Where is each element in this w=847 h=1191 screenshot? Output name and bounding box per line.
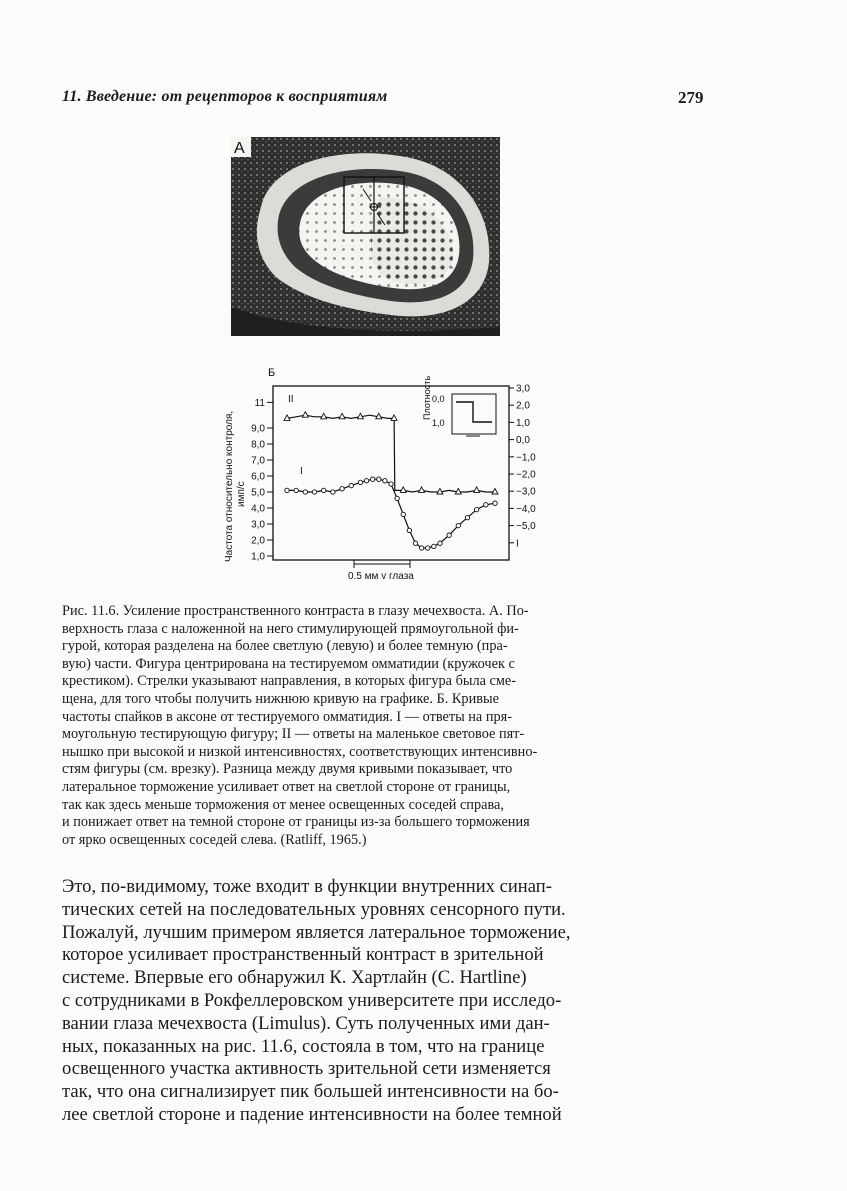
y-tick-label: 9,0	[251, 423, 265, 435]
data-point-circle	[493, 501, 497, 505]
data-point-circle	[465, 515, 469, 519]
series-I-line	[285, 477, 497, 550]
right-tick-label: −5,0	[516, 521, 536, 533]
inset-density	[422, 376, 496, 436]
series-II-path	[287, 415, 495, 492]
x-axis-label: 0.5 мм v глаза	[348, 571, 414, 582]
panel-b-label: Б	[268, 367, 276, 379]
figure-panel-b	[220, 362, 560, 592]
data-point-circle	[377, 477, 381, 481]
body-line: так, что она сигнализирует пик большей интенсивности на бо-	[62, 1081, 559, 1103]
caption-line: вую) части. Фигура центрирована на тестируемом омматидии (кружочек с	[62, 655, 515, 672]
caption-line: и понижает ответ на темной стороне от границы из-за большего торможения	[62, 814, 530, 831]
right-y-ticks	[509, 384, 536, 550]
body-line: тических сетей на последовательных уровнях сенсорного пути.	[62, 898, 566, 920]
inset-tick-0: 0,0	[432, 394, 445, 404]
right-tick-label: −3,0	[516, 486, 536, 498]
data-point-circle	[389, 482, 393, 486]
caption-line: гурой, которая разделена на более светлую (левую) и более темную (пра-	[62, 638, 508, 655]
data-point-circle	[358, 480, 362, 484]
left-y-ticks	[251, 398, 273, 563]
data-point-circle	[407, 528, 411, 532]
data-point-triangle	[302, 412, 308, 418]
right-tick-label: 3,0	[516, 383, 530, 395]
data-point-triangle	[400, 487, 406, 493]
y-tick-label: 3,0	[251, 519, 265, 531]
y-tick-label: 7,0	[251, 455, 265, 467]
data-point-triangle	[339, 413, 345, 419]
inset-ylabel: Плотность	[422, 375, 432, 420]
right-tick-label: −1,0	[516, 452, 536, 464]
data-point-triangle	[391, 415, 397, 421]
caption-line: Рис. 11.6. Усиление пространственного контраста в глазу мечехвоста. А. По-	[62, 603, 529, 619]
data-point-circle	[438, 541, 442, 545]
body-paragraph	[62, 876, 712, 1127]
data-point-circle	[419, 546, 423, 550]
panel-a-label: A	[234, 140, 245, 157]
data-point-circle	[285, 488, 289, 492]
right-tick-label: I	[516, 538, 519, 550]
data-point-circle	[340, 487, 344, 491]
data-point-circle	[364, 479, 368, 483]
series-I-path	[287, 479, 495, 548]
body-line: Это, по-видимому, тоже входит в функции внутренних синап-	[62, 876, 552, 897]
eye-photo	[231, 137, 500, 336]
body-line: освещенного участка активность зрительной сети изменяется	[62, 1058, 551, 1080]
right-tick-label: −2,0	[516, 469, 536, 481]
data-point-circle	[447, 533, 451, 537]
data-point-circle	[303, 490, 307, 494]
caption-line: крестиком). Стрелки указывают направления, в которых фигура была сме-	[62, 673, 517, 690]
caption-line: стям фигуры (см. врезку). Разница между двумя кривыми показывает, что	[62, 761, 513, 778]
data-point-circle	[432, 544, 436, 548]
data-point-circle	[456, 523, 460, 527]
caption-line: частоты спайков в аксоне от тестируемого омматидия. I — ответы на пря-	[62, 708, 512, 725]
y-tick-label: 4,0	[251, 503, 265, 515]
data-point-circle	[484, 503, 488, 507]
caption-line: нышко при высокой и низкой интенсивностях, соответствующих интенсивно-	[62, 743, 538, 760]
body-line: лее светлой стороне и падение интенсивности на более темной	[62, 1103, 562, 1125]
y-tick-label: 8,0	[251, 439, 265, 451]
caption-line: так как здесь меньше торможения от менее освещенных соседей справа,	[62, 796, 504, 813]
data-point-circle	[474, 507, 478, 511]
data-point-circle	[294, 488, 298, 492]
y-tick-label: 11	[254, 397, 265, 409]
spike-rate-chart	[220, 362, 560, 592]
body-line: системе. Впервые его обнаружил К. Хартлайн (С. Hartline)	[62, 967, 527, 989]
body-line: ных, показанных на рис. 11.6, состояла в том, что на границе	[62, 1035, 545, 1057]
page-number: 279	[678, 88, 704, 107]
data-point-circle	[413, 541, 417, 545]
y-axis-label: Частота относительно контроля,имп/с	[224, 410, 247, 562]
right-tick-label: 2,0	[516, 400, 530, 412]
right-tick-label: 1,0	[516, 417, 530, 429]
data-point-circle	[312, 490, 316, 494]
caption-line: щена, для того чтобы получить нижнюю кривую на графике. Б. Кривые	[62, 690, 499, 707]
y-tick-label: 6,0	[251, 471, 265, 483]
body-line: Пожалуй, лучшим примером является латеральное торможение,	[62, 921, 571, 943]
body-line: с сотрудниками в Рокфеллеровском университете при исследо-	[62, 989, 562, 1011]
caption-line: моугольную тестирующую фигуру; II — ответы на маленькое световое пят-	[62, 726, 525, 743]
data-point-triangle	[492, 489, 498, 495]
data-point-circle	[349, 483, 353, 487]
data-point-triangle	[419, 487, 425, 493]
running-head: 11. Введение: от рецепторов к восприятиям	[62, 88, 388, 105]
body-line: которое усиливает пространственный контраст в зрительной	[62, 944, 544, 966]
data-point-circle	[331, 490, 335, 494]
series-I-label: I	[300, 466, 303, 477]
right-tick-label: −4,0	[516, 503, 536, 515]
figure-panel-a	[231, 137, 500, 336]
data-point-circle	[370, 477, 374, 481]
figure-caption	[62, 603, 710, 849]
data-point-circle	[395, 496, 399, 500]
caption-line: от ярко освещенных соседей слева. (Ratliff, 1965.)	[62, 831, 367, 848]
data-point-circle	[401, 512, 405, 516]
right-tick-label: 0,0	[516, 435, 530, 447]
body-line: вании глаза мечехвоста (Limulus). Суть полученных ими дан-	[62, 1012, 550, 1034]
y-tick-label: 2,0	[251, 535, 265, 547]
y-tick-label: 5,0	[251, 487, 265, 499]
data-point-circle	[426, 546, 430, 550]
series-II-label: II	[288, 394, 294, 405]
data-point-triangle	[474, 487, 480, 493]
caption-line: латеральное торможение усиливает ответ на светлой стороне от границы,	[62, 778, 511, 795]
data-point-triangle	[321, 413, 327, 419]
data-point-circle	[322, 488, 326, 492]
data-point-circle	[383, 479, 387, 483]
caption-line: верхность глаза с наложенной на него стимулирующей прямоугольной фи-	[62, 620, 519, 637]
inset-tick-1: 1,0	[432, 418, 445, 428]
y-tick-label: 1,0	[251, 551, 265, 563]
